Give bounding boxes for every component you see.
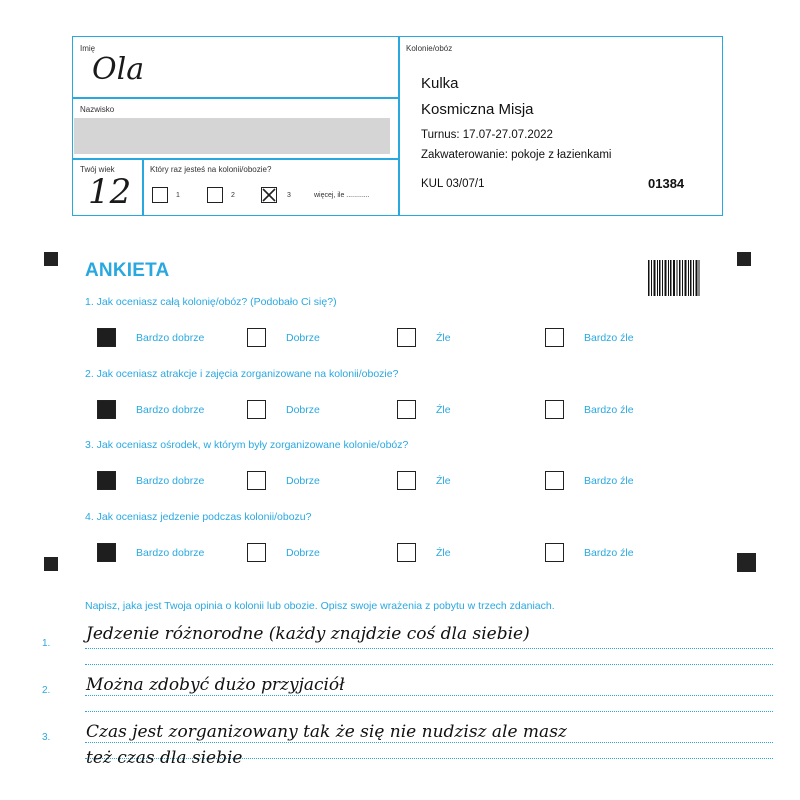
answer-text-1[interactable]: Jedzenie różnorodne (każdy znajdzie coś dla siebie)	[86, 624, 530, 644]
header-row-line	[72, 97, 399, 99]
rating-option-label: Źle	[436, 547, 451, 559]
times-option-more: więcej, ile ............	[314, 192, 370, 199]
answer-line	[85, 648, 773, 649]
answer-text-3[interactable]: Czas jest zorganizowany tak że się nie nudzisz ale masz	[86, 722, 567, 742]
accommodation: Zakwaterowanie: pokoje z łazienkami	[421, 149, 612, 161]
rating-option-label: Bardzo dobrze	[136, 547, 205, 559]
camp-code: KUL 03/07/1	[421, 178, 485, 190]
header-cell-line	[142, 158, 144, 216]
rating-option-label: Dobrze	[286, 475, 320, 487]
camp-name: Kulka	[421, 75, 459, 92]
rating-option-label: Bardzo dobrze	[136, 332, 205, 344]
rating-checkbox[interactable]	[397, 400, 416, 419]
question-text: 3. Jak oceniasz ośrodek, w którym były zorganizowane kolonie/obóz?	[85, 439, 409, 451]
question-text: 1. Jak oceniasz całą kolonię/obóz? (Podobało Ci się?)	[85, 296, 337, 308]
age-label: Twój wiek	[80, 165, 115, 174]
rating-checkbox[interactable]	[247, 471, 266, 490]
rating-option-label: Dobrze	[286, 547, 320, 559]
registration-mark	[737, 252, 751, 266]
checkmark-x-icon	[261, 187, 277, 203]
rating-checkbox[interactable]	[97, 400, 116, 419]
times-label: Który raz jesteś na kolonii/obozie?	[150, 165, 272, 174]
first-name-value[interactable]: Ola	[92, 52, 145, 87]
times-checkbox-2[interactable]	[207, 187, 223, 203]
line-number: 1.	[42, 638, 51, 649]
times-option-1: 1	[176, 192, 180, 199]
turnus-dates: Turnus: 17.07-27.07.2022	[421, 129, 553, 141]
rating-checkbox[interactable]	[397, 471, 416, 490]
rating-checkbox[interactable]	[247, 400, 266, 419]
question-text: 4. Jak oceniasz jedzenie podczas kolonii/obozu?	[85, 511, 312, 523]
rating-option-label: Dobrze	[286, 404, 320, 416]
answer-text-4[interactable]: też czas dla siebie	[86, 748, 243, 768]
answer-line	[85, 742, 773, 743]
age-value[interactable]: 12	[88, 172, 132, 212]
line-number: 3.	[42, 732, 51, 743]
answer-text-2[interactable]: Można zdobyć dużo przyjaciół	[86, 675, 345, 695]
rating-option-label: Bardzo dobrze	[136, 475, 205, 487]
answer-line	[85, 664, 773, 665]
last-name-label: Nazwisko	[80, 105, 115, 114]
rating-checkbox[interactable]	[97, 328, 116, 347]
times-checkbox-1[interactable]	[152, 187, 168, 203]
opinion-prompt: Napisz, jaka jest Twoja opinia o kolonii lub obozie. Opisz swoje wrażenia z pobytu w trzech zdaniach.	[85, 600, 555, 612]
rating-checkbox[interactable]	[97, 471, 116, 490]
rating-option-label: Bardzo dobrze	[136, 404, 205, 416]
line-number: 2.	[42, 685, 51, 696]
camp-label: Kolonie/obóz	[406, 44, 453, 53]
rating-option-label: Bardzo źle	[584, 475, 634, 487]
times-checkbox-3[interactable]	[261, 187, 277, 203]
camp-program: Kosmiczna Misja	[421, 101, 534, 118]
rating-checkbox[interactable]	[545, 328, 564, 347]
rating-checkbox[interactable]	[97, 543, 116, 562]
survey-title: ANKIETA	[85, 260, 170, 281]
rating-option-label: Dobrze	[286, 332, 320, 344]
registration-mark	[44, 557, 58, 571]
answer-line	[85, 695, 773, 696]
question-text: 2. Jak oceniasz atrakcje i zajęcia zorganizowane na kolonii/obozie?	[85, 368, 399, 380]
registration-mark	[737, 553, 756, 572]
times-option-2: 2	[231, 192, 235, 199]
registration-mark	[44, 252, 58, 266]
rating-option-label: Bardzo źle	[584, 547, 634, 559]
form-number: 01384	[648, 176, 685, 191]
rating-checkbox[interactable]	[247, 328, 266, 347]
rating-checkbox[interactable]	[397, 328, 416, 347]
rating-checkbox[interactable]	[545, 543, 564, 562]
rating-option-label: Źle	[436, 332, 451, 344]
last-name-redacted	[74, 118, 390, 154]
header-divider	[398, 36, 400, 216]
rating-checkbox[interactable]	[247, 543, 266, 562]
rating-checkbox[interactable]	[397, 543, 416, 562]
header-row-line	[72, 158, 399, 160]
rating-option-label: Bardzo źle	[584, 332, 634, 344]
rating-checkbox[interactable]	[545, 400, 564, 419]
barcode-icon	[648, 260, 700, 296]
rating-option-label: Źle	[436, 475, 451, 487]
times-option-3: 3	[287, 192, 291, 199]
first-name-label: Imię	[80, 44, 96, 53]
rating-checkbox[interactable]	[545, 471, 564, 490]
answer-line	[85, 711, 773, 712]
rating-option-label: Bardzo źle	[584, 404, 634, 416]
rating-option-label: Źle	[436, 404, 451, 416]
